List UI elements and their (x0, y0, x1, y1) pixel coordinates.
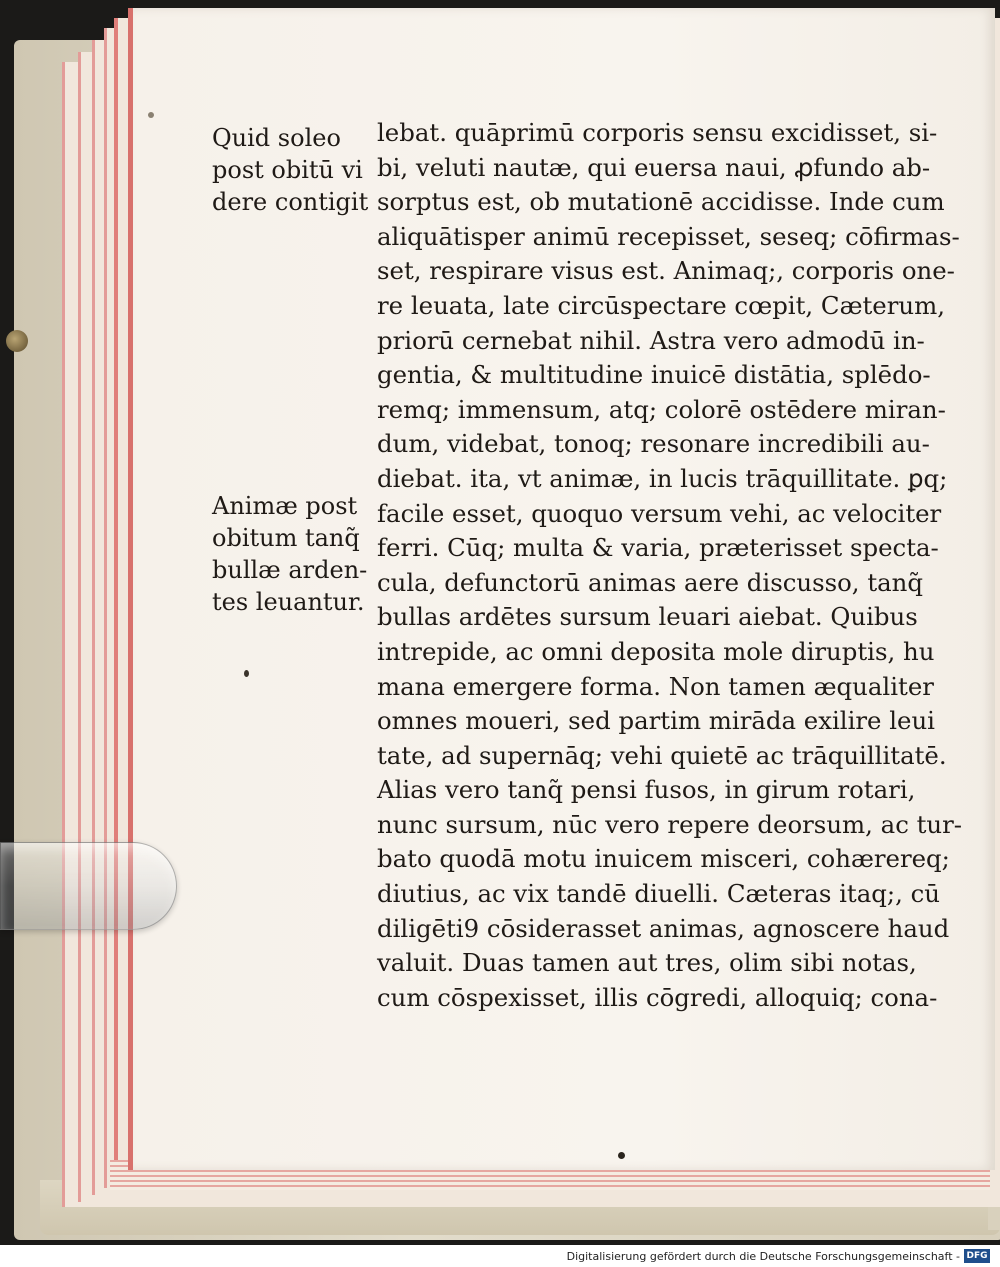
margin-note-2 (212, 490, 372, 618)
margin-note-line: tes leuantur. (212, 588, 365, 616)
funding-credit: Digitalisierung gefördert durch die Deutsche Forschungsgemeinschaft - (566, 1250, 960, 1263)
margin-note-line: Quid soleo (212, 124, 341, 152)
text-line: diebat. ita, vt animæ, in lucis trāquillitate. ꝑq; (377, 463, 948, 493)
text-line: bato quodā motu inuicem misceri, cohærereq; (377, 844, 950, 874)
text-line: bi, veluti nautæ, qui euersa naui, ꝓfundo ab- (377, 152, 931, 182)
margin-note-line: post obitū vi (212, 156, 363, 184)
text-line: valuit. Duas tamen aut tres, olim sibi notas, (377, 948, 917, 978)
text-line: diutius, ac vix tandē diuelli. Cæteras itaq;, cū (377, 879, 940, 909)
text-line: mana emergere forma. Non tamen æqualiter (377, 671, 934, 701)
margin-note-line: bullæ arden- (212, 556, 368, 584)
text-line: bullas ardētes sursum leuari aiebat. Quibus (377, 602, 918, 632)
text-line: intrepide, ac omni deposita mole diruptis, hu (377, 636, 935, 666)
text-line: cum cōspexisset, illis cōgredi, alloquiq; cona- (377, 982, 938, 1012)
text-line: facile esset, quoquo versum vehi, ac velociter (377, 498, 942, 528)
text-line: omnes moueri, sed partim mirāda exilire leui (377, 706, 935, 736)
text-line: ferri. Cūq; multa & varia, præterisset specta- (377, 533, 939, 563)
clasp-pin (6, 330, 28, 352)
text-line: set, respirare visus est. Animaq;, corporis one- (377, 256, 955, 286)
text-line: priorū cernebat nihil. Astra vero admodū in- (377, 325, 925, 355)
text-line: lebat. quāprimū corporis sensu excidisset, si- (377, 118, 938, 147)
text-line: diligēti9 cōsiderasset animas, agnoscere haud (377, 913, 950, 943)
text-line: sorptus est, ob mutationē accidisse. Inde cum (377, 187, 945, 217)
page-speck (618, 1152, 625, 1159)
glass-page-weight (0, 842, 177, 930)
text-line: dum, videbat, tonoq; resonare incredibili au- (377, 429, 930, 459)
text-line: gentia, & multitudine inuicē distātia, splēdo- (377, 360, 931, 390)
text-line: nunc sursum, nūc vero repere deorsum, ac tur- (377, 809, 963, 839)
main-text-block (377, 116, 963, 1015)
text-line: Alias vero tanq̃ pensi fusos, in girum rotari, (377, 775, 916, 805)
dfg-logo: DFG (964, 1249, 990, 1263)
text-line: re leuata, late circūspectare cœpit, Cæterum, (377, 290, 945, 320)
margin-note-line: dere contigit (212, 188, 369, 216)
margin-note-line: obitum tanq̃ (212, 524, 360, 552)
page-speck (244, 670, 249, 677)
text-line: tate, ad supernāq; vehi quietē ac trāquillitatē. (377, 740, 947, 770)
text-line: remq; immensum, atq; colorē ostēdere miran- (377, 394, 946, 424)
margin-note-line: Animæ post (212, 492, 358, 520)
page-speck (148, 112, 154, 118)
text-line: cula, defunctorū animas aere discusso, tanq̃ (377, 567, 923, 597)
text-line: aliquātisper animū recepisset, seseq; cōfirmas- (377, 221, 960, 251)
margin-note-1 (212, 122, 372, 218)
